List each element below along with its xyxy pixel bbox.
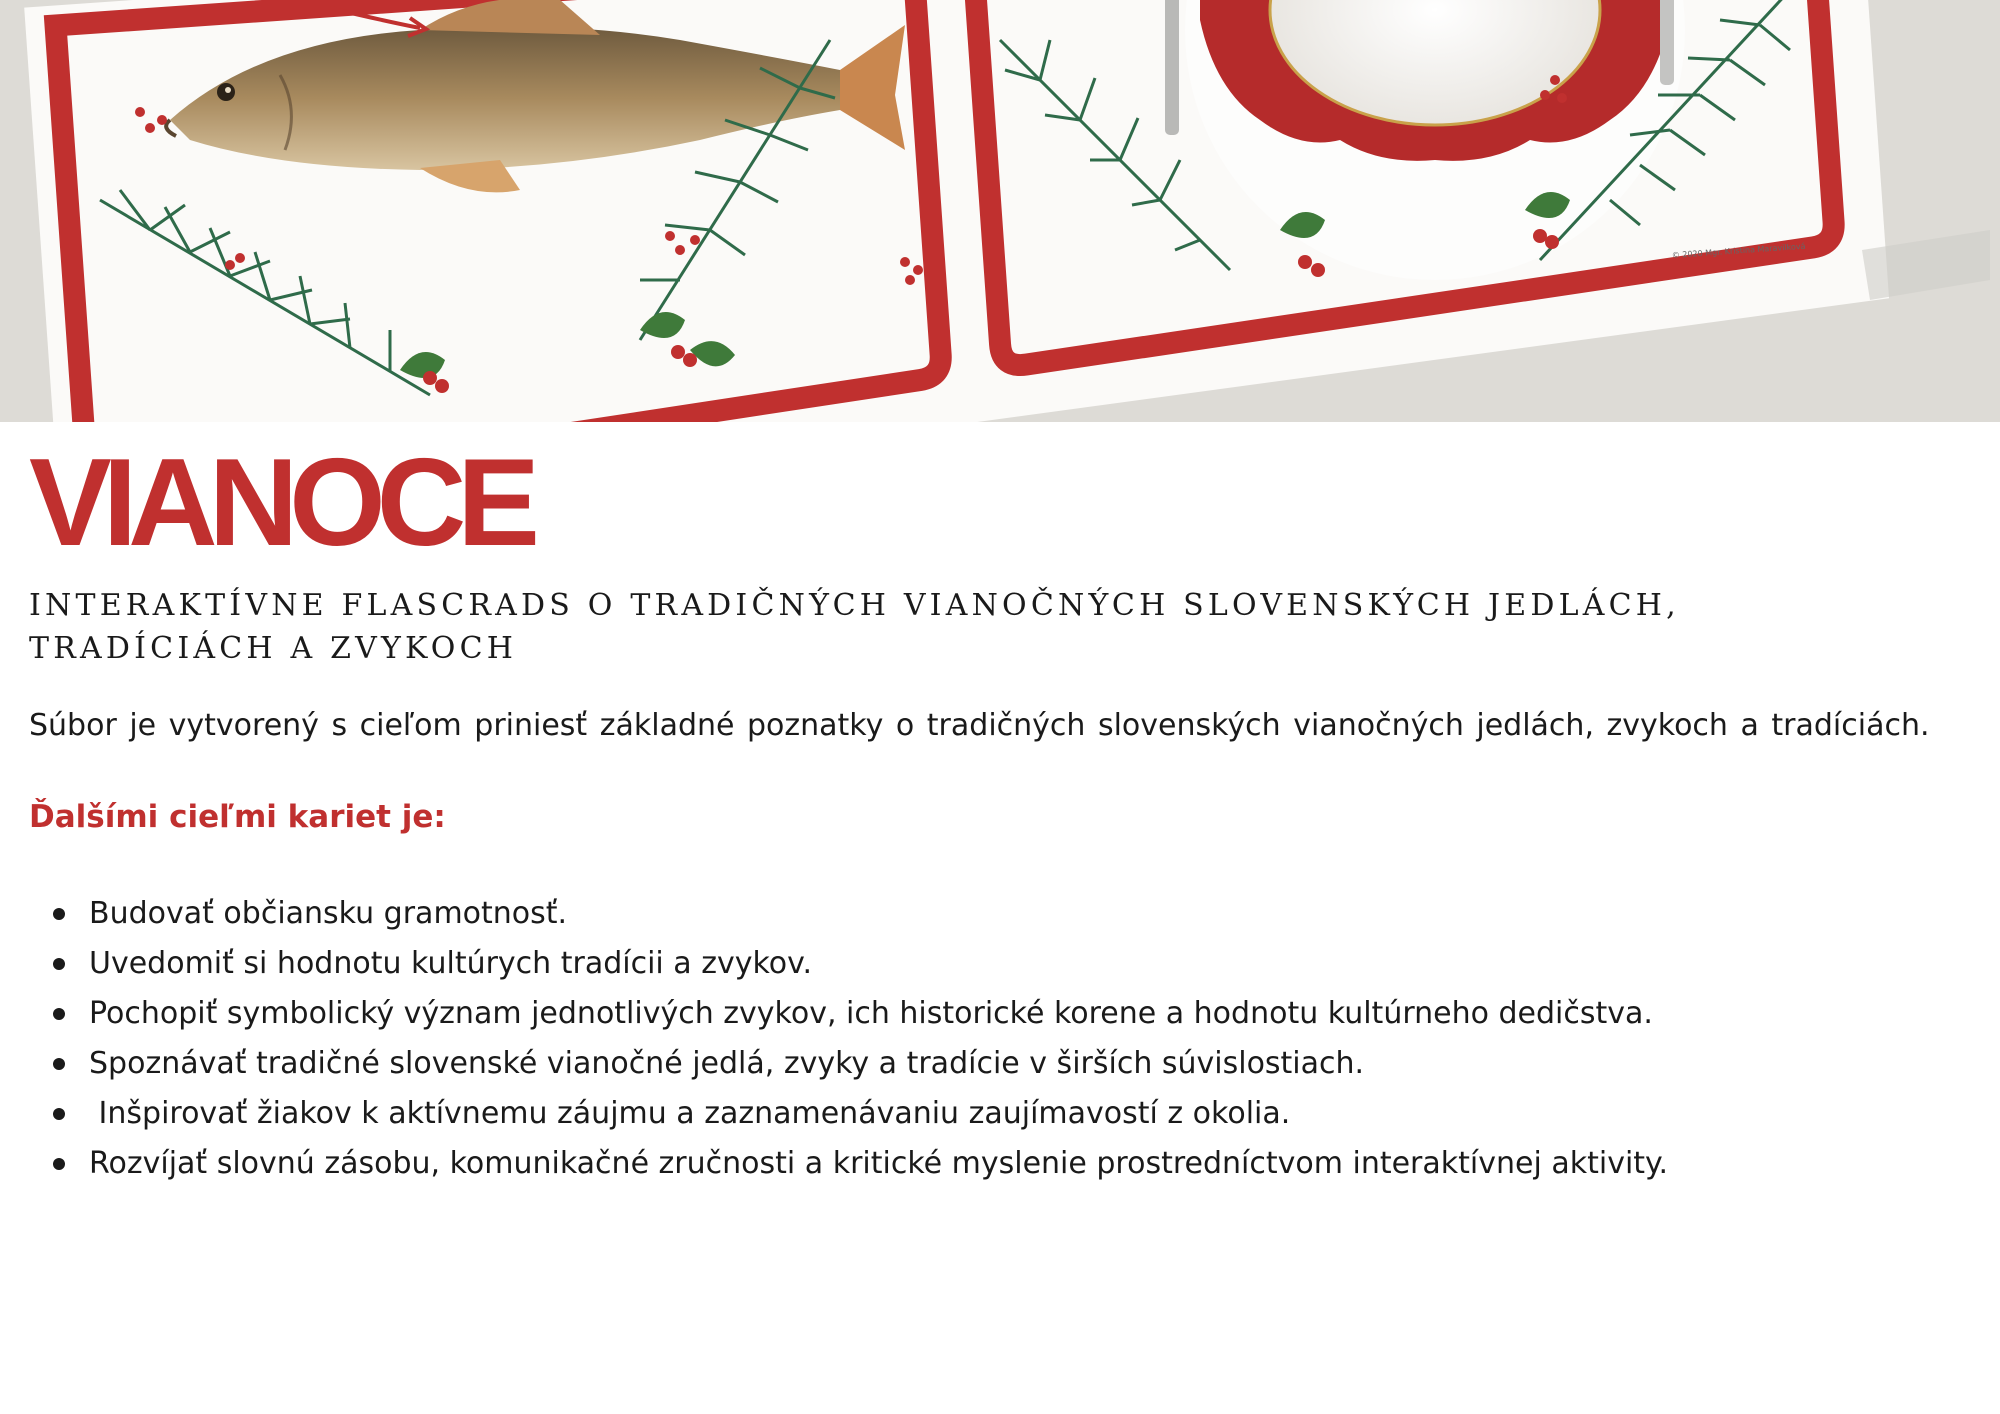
list-item-text: Uvedomiť si hodnotu kultúrych tradícii a zvykov. [89, 946, 813, 981]
main-content [29, 434, 1971, 1189]
bullet-icon [53, 958, 65, 970]
bullet-icon [53, 1158, 65, 1170]
subtitle [29, 584, 1971, 670]
intro-paragraph: Súbor je vytvorený s cieľom priniesť základné poznatky o tradičných slovenských vianočných jedlách, zvykoch a tradíciách. [29, 708, 1930, 743]
christmas-placemat-photo [0, 0, 2000, 422]
list-item-text: Pochopiť symbolický význam jednotlivých zvykov, ich historické korene a hodnotu kultúrneho dedičstva. [89, 996, 1653, 1031]
list-item-text: Rozvíjať slovnú zásobu, komunikačné zručnosti a kritické myslenie prostredníctvom interaktívnej aktivity. [89, 1146, 1669, 1181]
list-item-text: Spoznávať tradičné slovenské vianočné jedlá, zvyky a tradície v širších súvislostiach. [89, 1046, 1365, 1081]
list-item [89, 989, 1971, 1039]
bullet-icon [53, 1058, 65, 1070]
page-title: VIANOCE [29, 434, 531, 572]
list-item-text: Budovať občiansku gramotnosť. [89, 896, 568, 931]
bullet-icon [53, 1108, 65, 1120]
goals-list [29, 889, 1971, 1189]
bullet-icon [53, 908, 65, 920]
bullet-icon [53, 1008, 65, 1020]
knife [1165, 0, 1179, 135]
goals-heading: Ďalšími cieľmi kariet je: [29, 799, 446, 835]
copyright-text: © 2020 Mgr. Kristína Maravilková [1671, 241, 1806, 260]
list-item [89, 1089, 1971, 1139]
list-item [89, 1039, 1971, 1089]
list-item [89, 1139, 1971, 1189]
list-item [89, 939, 1971, 989]
list-item [89, 889, 1971, 939]
list-item-text: Inšpirovať žiakov k aktívnemu záujmu a zaznamenávaniu zaujímavostí z okolia. [89, 1096, 1291, 1131]
subtitle-line: TRADÍCIÁCH A ZVYKOCH [29, 631, 518, 666]
hero-image [0, 0, 2000, 422]
subtitle-line: INTERAKTÍVNE FLASCRADS O TRADIČNÝCH VIANOČNÝCH SLOVENSKÝCH JEDLÁCH, [29, 588, 1680, 623]
fork [1660, 0, 1674, 85]
